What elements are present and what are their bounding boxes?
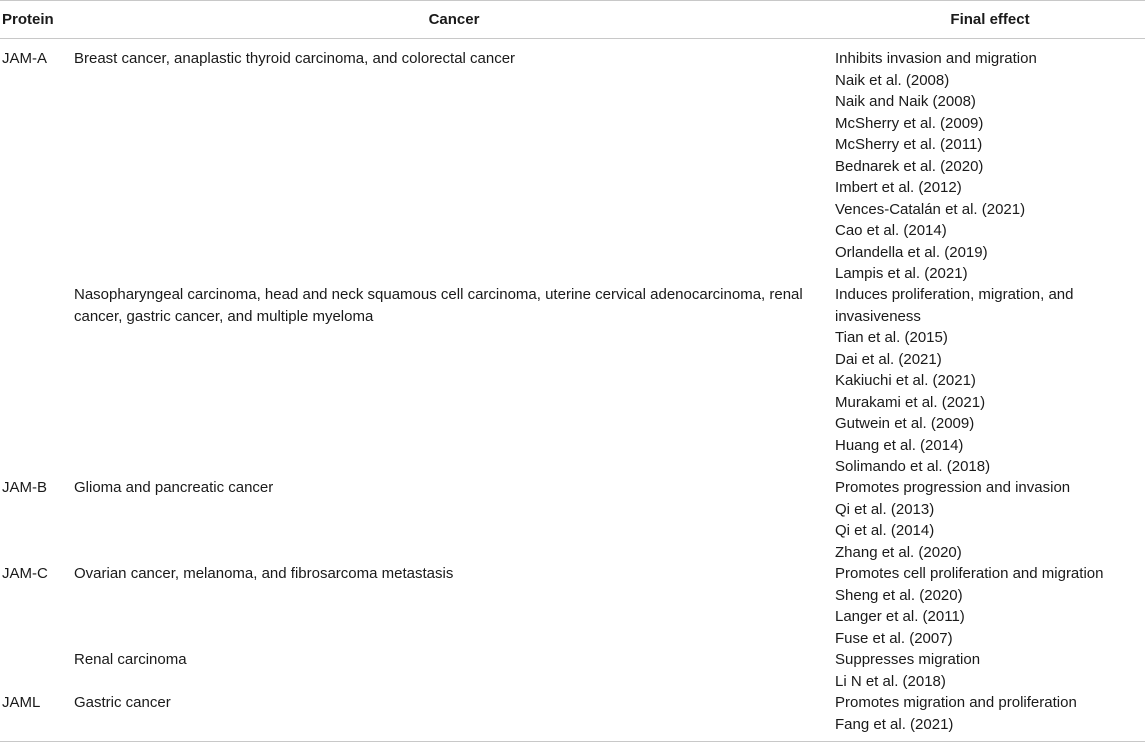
cancer-cell: Renal carcinoma [74,651,187,668]
header-final-effect: Final effect [950,11,1030,28]
effect-text: Promotes cell proliferation and migration [835,565,1104,582]
reference: Orlandella et al. (2019) [835,243,988,261]
effect-cell [835,477,1135,563]
reference: Huang et al. (2014) [835,436,964,454]
reference: Fuse et al. (2007) [835,629,953,647]
effect-text: Induces proliferation, migration, and invasiveness [835,286,1074,325]
effect-cell [835,48,1135,285]
reference: Lampis et al. (2021) [835,265,968,282]
effect-cell [835,563,1135,649]
reference: Qi et al. (2014) [835,522,935,539]
reference: Gutwein et al. (2009) [835,415,975,432]
protein-cell: JAML [2,694,41,711]
reference: Dai et al. (2021) [835,350,942,368]
reference: Naik et al. (2008) [835,71,950,89]
reference: McSherry et al. (2009) [835,114,984,132]
protein-cell: JAM-A [2,50,47,67]
header-rule [0,38,1145,39]
reference: Vences-Catalán et al. (2021) [835,200,1026,218]
reference: Qi et al. (2013) [835,500,935,518]
cancer-cell: Breast cancer, anaplastic thyroid carcinoma, and colorectal cancer [74,50,516,67]
reference: Bednarek et al. (2020) [835,157,984,175]
effect-text: Promotes progression and invasion [835,479,1071,496]
reference: Tian et al. (2015) [835,329,948,346]
protein-cell: JAM-C [2,565,48,582]
reference: McSherry et al. (2011) [835,136,983,153]
reference: Naik and Naik (2008) [835,93,976,110]
effect-cell [835,649,1135,692]
effect-text: Inhibits invasion and migration [835,50,1037,67]
effect-text: Promotes migration and proliferation [835,694,1077,711]
cancer-cell: Glioma and pancreatic cancer [74,479,274,496]
reference: Zhang et al. (2020) [835,543,962,561]
reference: Fang et al. (2021) [835,715,954,733]
effect-text: Suppresses migration [835,651,981,668]
reference: Langer et al. (2011) [835,608,965,625]
effect-cell [835,692,1135,735]
effect-cell [835,284,1135,478]
table-bottom-rule [0,741,1145,742]
cancer-cell: Ovarian cancer, melanoma, and fibrosarcoma metastasis [74,565,454,582]
reference: Solimando et al. (2018) [835,458,991,475]
reference: Kakiuchi et al. (2021) [835,372,976,389]
cancer-cell: Gastric cancer [74,694,171,711]
reference: Imbert et al. (2012) [835,179,962,196]
table-top-rule [0,0,1145,1]
header-cancer: Cancer [428,11,480,28]
reference: Murakami et al. (2021) [835,393,986,411]
header-protein: Protein [2,11,54,28]
reference: Sheng et al. (2020) [835,586,963,604]
protein-cell: JAM-B [2,479,47,496]
cancer-cell: Nasopharyngeal carcinoma, head and neck squamous cell carcinoma, uterine cervical adenocarcinoma, renal cancer, gastric cancer, and multiple myeloma [74,286,803,325]
reference: Li N et al. (2018) [835,672,946,690]
reference: Cao et al. (2014) [835,222,947,239]
